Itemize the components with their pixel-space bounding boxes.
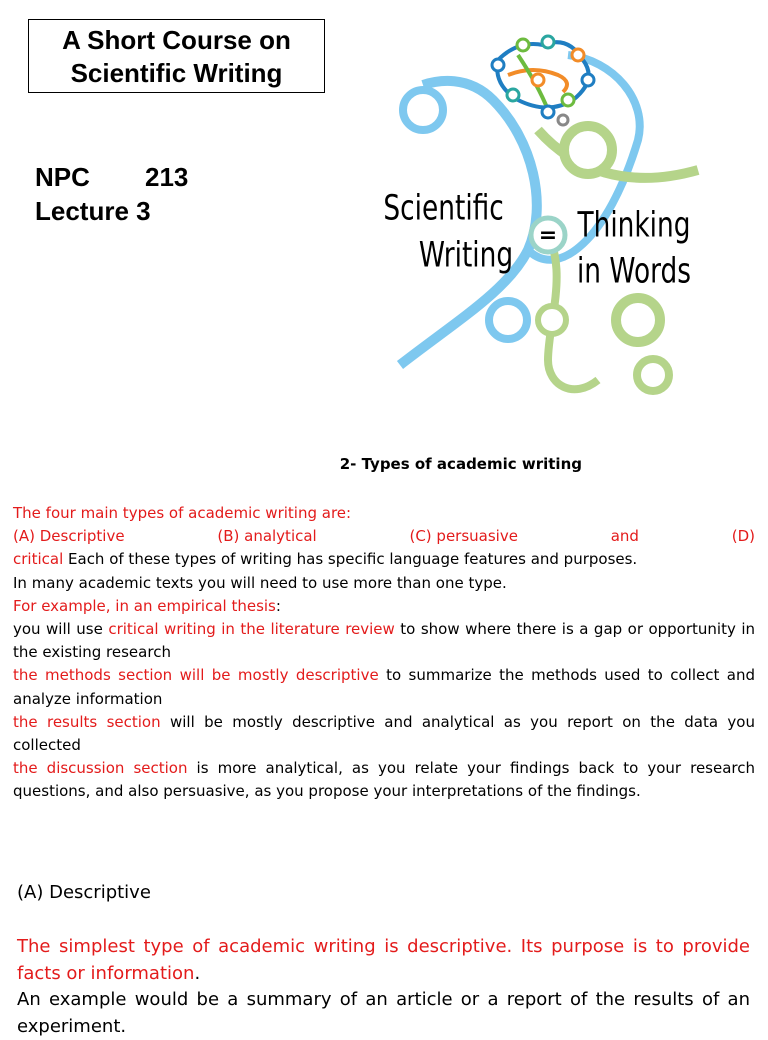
methods-red: the methods section will be mostly descriptive <box>13 666 379 685</box>
equals-sign: = <box>538 223 558 248</box>
lit-post: to show where there is a gap or opportunity in the existing research <box>13 620 756 662</box>
discussion-line <box>13 757 755 803</box>
lecture-label: Lecture 3 <box>35 196 151 226</box>
many-line: In many academic texts you will need to use more than one type. <box>13 573 507 592</box>
title-line-2: Scientific Writing <box>70 58 283 88</box>
critical-line <box>13 548 755 571</box>
example-line <box>13 595 755 618</box>
descriptive-example: An example would be a summary of an article or a report of the results of an experiment. <box>17 989 750 1037</box>
title-box <box>28 19 325 93</box>
section-body <box>13 502 755 804</box>
discussion-post: is more analytical, as you relate your findings back to your research questions, and also persuasive, as you propose your interpretations of the findings. <box>13 759 755 801</box>
discussion-red: the discussion section <box>13 759 188 778</box>
descriptive-period: . <box>194 962 201 984</box>
types-row <box>13 525 755 548</box>
type-b: (B) analytical <box>217 527 317 546</box>
title-line-1: A Short Course on <box>62 25 291 55</box>
course-number: 213 <box>145 162 189 192</box>
graphic-text-in-words: in Words <box>576 251 692 292</box>
methods-post: to summarize the methods used to collect and analyze information <box>13 666 755 708</box>
results-line <box>13 711 755 757</box>
type-a: (A) Descriptive <box>13 527 125 546</box>
section-title: 2- Types of academic writing <box>339 455 582 473</box>
type-and: and <box>610 527 639 546</box>
critical-rest: Each of these types of writing has specific language features and purposes. <box>63 550 638 569</box>
graphic-text-thinking: Thinking <box>577 204 691 246</box>
graphic-text-writing: Writing <box>418 235 514 276</box>
course-code: NPC <box>35 162 90 192</box>
scientific-writing-graphic <box>383 20 698 400</box>
lit-pre: you will use <box>13 620 109 639</box>
descriptive-red: The simplest type of academic writing is descriptive. Its purpose is to provide facts or information <box>17 936 750 984</box>
critical-word: critical <box>13 550 64 569</box>
course-info <box>35 160 188 228</box>
type-d: (D) <box>731 527 755 546</box>
literature-line <box>13 618 755 664</box>
lit-red: critical writing in the literature review <box>108 620 395 639</box>
descriptive-body <box>17 934 750 1040</box>
type-c: (C) persuasive <box>409 527 518 546</box>
methods-line <box>13 664 755 710</box>
results-post: will be mostly descriptive and analytical as you report on the data you collected <box>13 712 755 755</box>
example-colon: : <box>275 596 281 615</box>
graphic-text-scientific: Scientific <box>383 188 504 229</box>
example-red: For example, in an empirical thesis <box>13 596 276 615</box>
descriptive-heading: (A) Descriptive <box>17 882 151 903</box>
results-red: the results section <box>13 712 161 731</box>
intro-line: The four main types of academic writing are: <box>13 504 352 522</box>
